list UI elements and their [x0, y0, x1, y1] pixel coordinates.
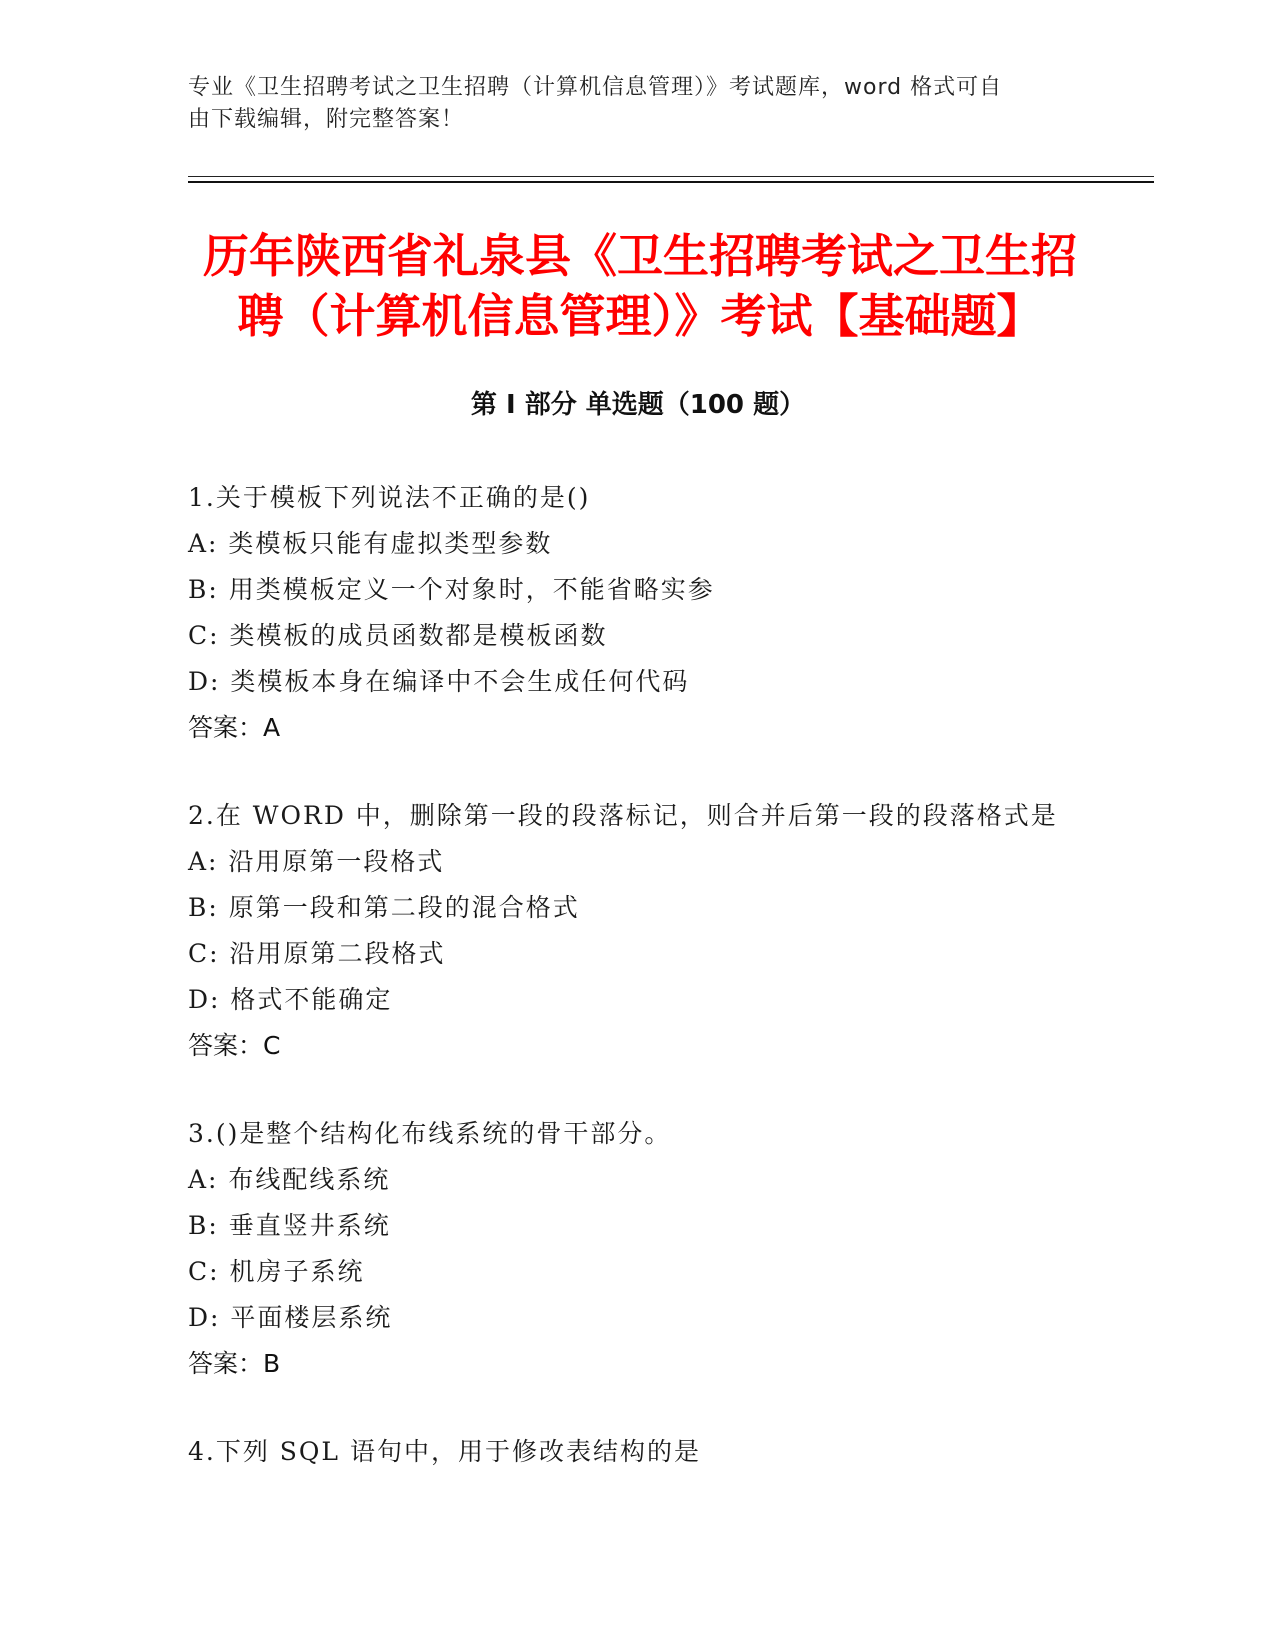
header-note-line-1: 专业《卫生招聘考试之卫生招聘（计算机信息管理）》考试题库，word 格式可自	[188, 75, 1003, 100]
question-gap	[188, 1387, 1148, 1429]
header-divider-thick	[188, 181, 1154, 183]
answer-line: 答案：A	[188, 713, 281, 742]
document-title-line-2: 聘（计算机信息管理）》考试【基础题】	[237, 289, 1043, 343]
option-d: D: 平面楼层系统	[188, 1303, 393, 1332]
header-divider-thin	[188, 176, 1154, 177]
option-d: D: 类模板本身在编译中不会生成任何代码	[188, 667, 690, 696]
question-1	[188, 475, 1148, 751]
answer-line: 答案：C	[188, 1031, 281, 1060]
question-gap	[188, 751, 1148, 793]
answer-line: 答案：B	[188, 1349, 281, 1378]
question-list	[188, 475, 1148, 1475]
question-stem: 2.在 WORD 中，删除第一段的段落标记，则合并后第一段的段落格式是	[188, 801, 1058, 830]
question-gap	[188, 1069, 1148, 1111]
header-note	[188, 72, 1068, 136]
document-title-line-1: 历年陕西省礼泉县《卫生招聘考试之卫生招	[203, 229, 1077, 283]
section-heading: 第 I 部分 单选题（100 题）	[470, 390, 806, 420]
question-stem: 1.关于模板下列说法不正确的是()	[188, 483, 591, 512]
option-d: D: 格式不能确定	[188, 985, 393, 1014]
option-c: C: 类模板的成员函数都是模板函数	[188, 621, 608, 650]
document-title	[160, 226, 1120, 346]
option-a: A: 沿用原第一段格式	[188, 847, 445, 876]
option-c: C: 机房子系统	[188, 1257, 365, 1286]
option-b: B: 用类模板定义一个对象时，不能省略实参	[188, 575, 715, 604]
option-c: C: 沿用原第二段格式	[188, 939, 446, 968]
question-2	[188, 793, 1148, 1069]
question-stem: 4.下列 SQL 语句中，用于修改表结构的是	[188, 1437, 701, 1466]
option-a: A: 类模板只能有虚拟类型参数	[188, 529, 553, 558]
option-b: B: 垂直竖井系统	[188, 1211, 391, 1240]
option-a: A: 布线配线系统	[188, 1165, 391, 1194]
header-note-line-2: 由下载编辑，附完整答案！	[188, 107, 465, 132]
question-3	[188, 1111, 1148, 1387]
option-b: B: 原第一段和第二段的混合格式	[188, 893, 580, 922]
question-4	[188, 1429, 1148, 1475]
question-stem: 3.()是整个结构化布线系统的骨干部分。	[188, 1119, 672, 1148]
